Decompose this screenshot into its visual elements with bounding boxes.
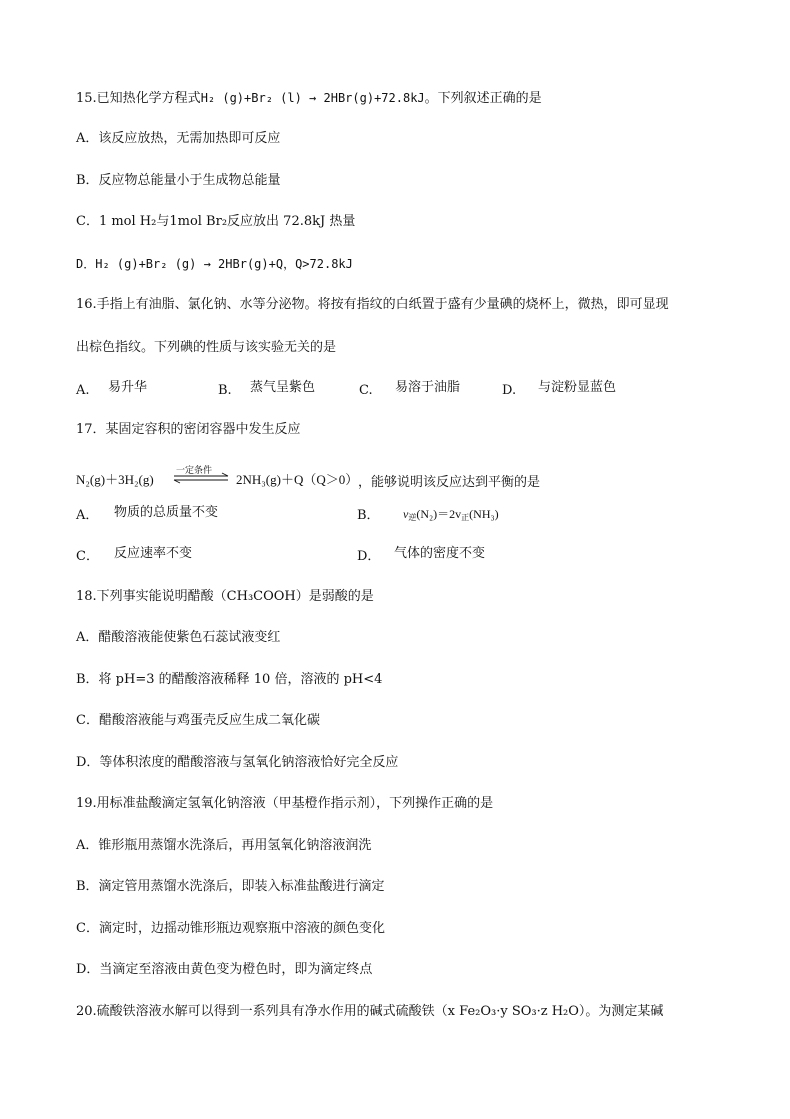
q17-option-c-text: 反应速率不变 [114,546,193,561]
q17-option-a-text: 物质的总质量不变 [114,505,219,520]
q17-eq-condition: 一定条件 [176,465,213,475]
q18-option-d: D．等体积浓度的醋酸溶液与氢氧化钠溶液恰好完全反应 [76,755,399,770]
q16-option-a-text: 易升华 [108,380,148,395]
q16-option-c-text: 易溶于油脂 [395,380,461,395]
q15-stem-suffix: 。下列叙述正确的是 [424,91,542,106]
q16-option-b-label: B. [218,383,232,398]
q17-eq-lhs: N₂(g)＋3H₂(g) [76,472,154,487]
q16-stem-line1: 16.手指上有油脂、氯化钠、水等分泌物。将按有指纹的白纸置于盛有少量碘的烧杯上，微热，即可显现 [76,297,669,312]
q19-option-c: C．滴定时，边摇动锥形瓶边观察瓶中溶液的颜色变化 [76,921,385,936]
q18-option-c: C．醋酸溶液能与鸡蛋壳反应生成二氧化碳 [76,713,320,728]
q17-option-d-label: D． [357,549,381,564]
q17-option-b-label: B． [357,508,380,523]
q16-option-b-text: 蒸气呈紫色 [250,380,316,395]
q16-option-d-text: 与淀粉显蓝色 [538,380,617,395]
q15-stem-prefix: 15.已知热化学方程式 [76,91,201,106]
q15-option-d: D．H₂ (g)+Br₂ (g) → 2HBr(g)+Q，Q>72.8kJ [76,257,353,271]
q20-stem: 20.硫酸铁溶液水解可以得到一系列具有净水作用的碱式硫酸铁（x Fe₂O₃·y SO₃·z H₂O）。为测定某碱 [76,1004,664,1019]
q17-option-a-label: A． [76,508,99,523]
reversible-arrow-icon [172,472,230,484]
q19-option-b: B．滴定管用蒸馏水洗涤后，即装入标准盐酸进行滴定 [76,879,385,894]
q15-option-b: B．反应物总能量小于生成物总能量 [76,173,281,188]
q17-b-sub2: 正 [461,513,470,522]
q19-stem: 19.用标准盐酸滴定氢氧化钠溶液（甲基橙作指示剂），下列操作正确的是 [76,796,494,811]
q18-option-b: B．将 pH=3 的醋酸溶液稀释 10 倍，溶液的 pH<4 [76,672,383,687]
q17-eq-tail: ，能够说明该反应达到平衡的是 [358,475,541,490]
q15-option-c: C．1 mol H₂与1mol Br₂反应放出 72.8kJ 热量 [76,214,356,229]
q17-stem: 17．某固定容积的密闭容器中发生反应 [76,422,301,437]
q17-eq-rhs: 2NH₃(g)＋Q（Q＞0） [236,472,359,487]
q18-option-a: A．醋酸溶液能使紫色石蕊试液变红 [76,630,281,645]
q15-option-a: A．该反应放热，无需加热即可反应 [76,131,281,146]
q16-option-d-label: D. [502,383,517,398]
q16-stem-line2: 出棕色指纹。下列碘的性质与该实验无关的是 [76,340,337,355]
q17-b-end: (NH₃) [469,507,499,521]
q17-option-d-text: 气体的密度不变 [394,546,486,561]
q19-option-d: D．当滴定至溶液由黄色变为橙色时，即为滴定终点 [76,962,373,977]
q17-b-sub1: 逆 [408,513,417,522]
q19-option-a: A．锥形瓶用蒸馏水洗涤后，再用氢氧化钠溶液润洗 [76,838,372,853]
q15-stem [76,89,542,108]
q15-stem-equation: H₂ (g)+Br₂ (l) → 2HBr(g)+72.8kJ [200,91,425,105]
q17-option-c-label: C． [76,549,99,564]
q16-option-c-label: C. [359,383,373,398]
q17-b-mid: (N₂)＝2v [416,507,462,521]
q17-option-b-expression [403,505,499,527]
q17-b-v1: v [403,507,409,521]
q16-option-a-label: A. [76,383,90,398]
q18-stem: 18.下列事实能说明醋酸（CH₃COOH）是弱酸的是 [76,589,374,604]
